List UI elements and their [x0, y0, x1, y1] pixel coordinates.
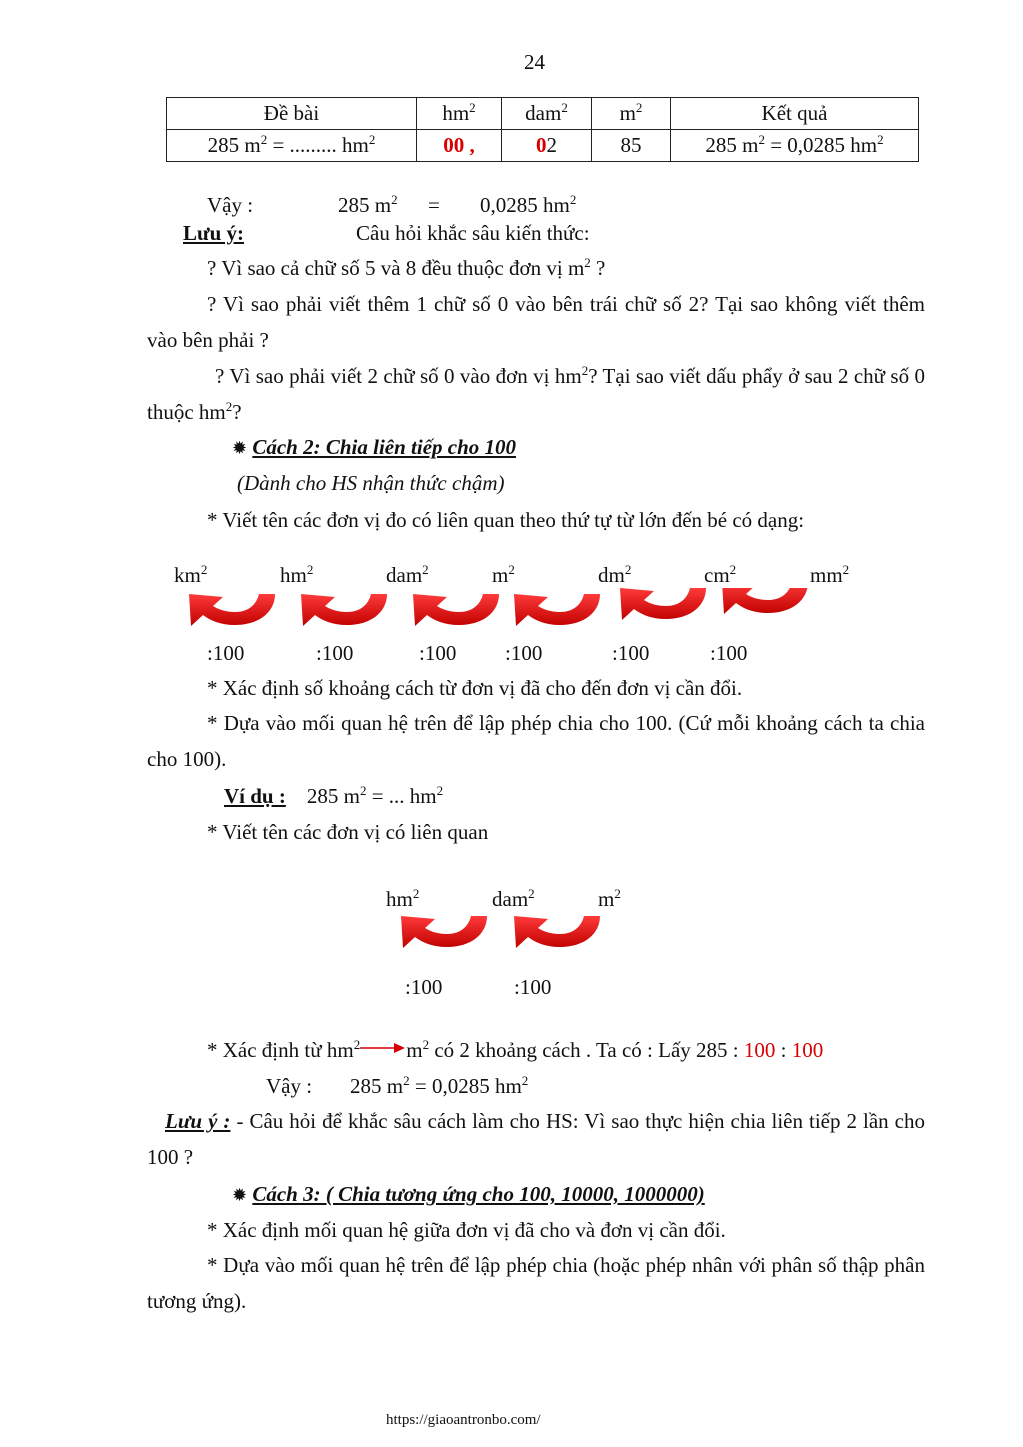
instruction-divide-3: * Dựa vào mối quan hệ trên để lập phép chia (hoặc phép nhân với phân số thập phân tương ứng).	[147, 1253, 925, 1313]
table-cell-problem: 285 $m^2$ = ......... $hm^2$	[167, 130, 417, 162]
vay-right-1: 0,0285 $hm^2$	[480, 191, 577, 217]
curved-arrow-icon	[301, 594, 387, 626]
question-2: ? Vì sao phải viết thêm 1 chữ số 0 vào bên trái chữ số 2? Tại sao không viết thêm vào bên phải ?	[147, 292, 925, 352]
table-cell-dam: 02	[502, 130, 592, 162]
table-row	[167, 130, 919, 162]
luu-y-2: Lưu ý : - Câu hỏi để khắc sâu cách làm cho HS: Vì sao thực hiện chia liên tiếp 2 lần cho 100 ?	[147, 1109, 925, 1169]
luu-y-text-1: Câu hỏi khắc sâu kiến thức:	[356, 221, 590, 245]
unit-label-m: $m^2$	[492, 561, 515, 587]
division-label: :100	[514, 975, 552, 999]
curved-arrow-icon	[514, 594, 600, 626]
instruction-write-units-2: * Viết tên các đơn vị có liên quan	[207, 820, 489, 844]
vay-equation-2: 285 $m^2 = 0,0285$ $hm^2$	[350, 1072, 529, 1098]
division-label: :100	[405, 975, 443, 999]
table-header: Đề bài	[167, 98, 417, 130]
division-arrows-example	[0, 912, 1023, 962]
instruction-relation: * Xác định mối quan hệ giữa đơn vị đã cho và đơn vị cần đổi.	[207, 1218, 726, 1242]
table-header-row	[167, 98, 919, 130]
curved-arrow-icon	[620, 588, 706, 620]
table-header: $m^2$	[592, 98, 671, 130]
curved-arrow-icon	[401, 916, 487, 948]
division-label: :100	[207, 641, 245, 665]
unit-label-dam: dam$^2$	[386, 561, 429, 587]
division-label: :100	[419, 641, 457, 665]
table-cell-hm: 00 ,	[417, 130, 502, 162]
bullet-icon: ✹	[232, 1185, 248, 1205]
table-header: Kết quả	[671, 98, 919, 130]
conversion-table	[166, 97, 919, 162]
vay-label-1: Vậy :	[207, 193, 254, 217]
example-line: Ví dụ : 285 $m^2$ = ... $hm^2$	[224, 782, 444, 808]
table-cell-m: 85	[592, 130, 671, 162]
cach-2-heading: ✹ Cách 2: Chia liên tiếp cho 100	[232, 435, 517, 459]
determine-gaps-line: * Xác định từ $hm^2$ $m^2$ có 2 khoảng cách . Ta có : Lấy 285 : 100 : 100	[207, 1036, 824, 1062]
division-arrows	[0, 588, 1023, 648]
curved-arrow-icon	[722, 588, 808, 614]
division-label: :100	[710, 641, 748, 665]
division-label: :100	[612, 641, 650, 665]
cach-3-heading: ✹ Cách 3: ( Chia tương ứng cho 100, 10000, 1000000)	[232, 1182, 705, 1206]
table-cell-result: 285 $m^2 = 0,0285$ $hm^2$	[671, 130, 919, 162]
table-header: $hm^2$	[417, 98, 502, 130]
unit-label-hm-2: $hm^2$	[386, 885, 420, 911]
unit-label-dam-2: dam$^2$	[492, 885, 535, 911]
curved-arrow-icon	[413, 594, 499, 626]
curved-arrow-icon	[189, 594, 275, 626]
right-arrow-icon	[360, 1041, 406, 1055]
curved-arrow-icon	[514, 916, 600, 948]
bullet-icon: ✹	[232, 438, 248, 458]
page-number: 24	[524, 50, 545, 74]
division-label: :100	[316, 641, 354, 665]
footer-url: https://giaoantronbo.com/	[386, 1412, 541, 1428]
table-header: dam$^2$	[502, 98, 592, 130]
luu-y-label-1: Lưu ý:	[183, 221, 245, 245]
instruction-count-gaps: * Xác định số khoảng cách từ đơn vị đã cho đến đơn vị cần đổi.	[207, 676, 743, 700]
unit-label-cm: $cm^2$	[704, 561, 737, 587]
division-label: :100	[505, 641, 543, 665]
unit-label-dm: $dm^2$	[598, 561, 632, 587]
question-3: ? Vì sao phải viết 2 chữ số 0 vào đơn vị $hm^2$? Tại sao viết dấu phẩy ở sau 2 chữ số 0 thuộc $hm^2$?	[147, 362, 925, 424]
vay-left-1: 285 $m^2$	[338, 191, 398, 217]
cach-2-subtitle: (Dành cho HS nhận thức chậm)	[237, 471, 505, 495]
vay-eq-1: =	[428, 193, 440, 217]
unit-label-km: $km^2$	[174, 561, 208, 587]
unit-label-mm: $mm^2$	[810, 561, 850, 587]
instruction-write-units: * Viết tên các đơn vị đo có liên quan theo thứ tự từ lớn đến bé có dạng:	[207, 508, 805, 532]
vay-label-2: Vậy :	[266, 1074, 313, 1098]
unit-label-hm: $hm^2$	[280, 561, 314, 587]
question-1: ? Vì sao cả chữ số 5 và 8 đều thuộc đơn vị $m^2$ ?	[207, 254, 606, 280]
unit-label-m-2: $m^2$	[598, 885, 621, 911]
instruction-divide: * Dựa vào mối quan hệ trên để lập phép chia cho 100. (Cứ mỗi khoảng cách ta chia cho 100).	[147, 711, 925, 771]
